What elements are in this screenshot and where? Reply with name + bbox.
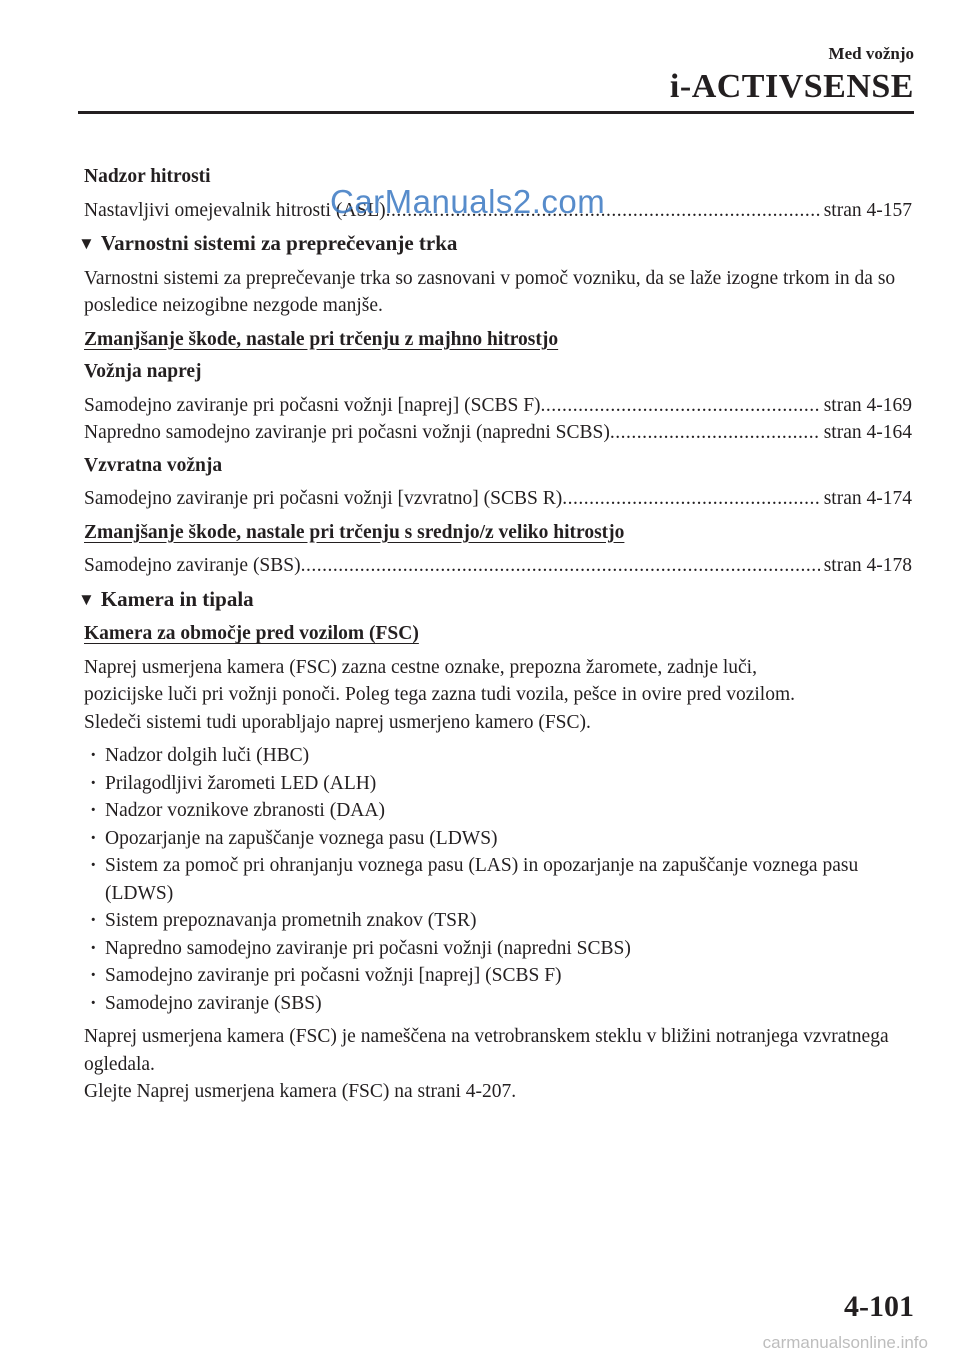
low-speed-heading: Zmanjšanje škode, nastale pri trčenju z majhno hitrostjo [84,328,559,350]
list-item: · Nadzor voznikove zbranosti (DAA) [84,797,912,825]
section-title: Med vožnjo [828,44,914,63]
speed-control-heading: Nadzor hitrosti [84,166,211,187]
fsc-systems-list [84,742,912,1017]
watermark-logo: CarManuals2.com [330,183,606,220]
leader-dots [301,552,820,580]
heading-text: Kamera in tipala [100,586,254,611]
fsc-heading: Kamera za območje pred vozilom (FSC) [84,623,419,644]
fsc-line: pozicijske luči pri vožnji ponoči. Poleg tega zazna tudi vozila, pešce in ovire pred vozilom. [84,684,795,705]
reference-text: Samodejno zaviranje pri počasni vožnji [naprej] (SCBS F) [84,394,541,416]
advanced-scbs-reference[interactable] [84,419,912,447]
leader-dots [562,485,820,513]
triangle-down-icon: ▼ [78,234,95,253]
list-item: · Prilagodljivi žarometi LED (ALH) [84,770,912,798]
fsc-paragraph [84,654,912,737]
leader-dots [541,392,820,420]
list-item: · Sistem za pomoč pri ohranjanju voznega pasu (LAS) in opozarjanje na zapuščanje voznega pasu (LDWS) [84,852,912,907]
list-item: · Napredno samodejno zaviranje pri počasni vožnji (napredni SCBS) [84,935,912,963]
camera-sensors-heading [78,586,912,615]
list-item: · Samodejno zaviranje (SBS) [84,990,912,1018]
page-header [670,44,914,106]
reference-page: stran 4-174 [823,488,912,509]
page-content [78,158,912,1106]
reference-page: stran 4-157 [823,199,912,221]
footer-site-mark: carmanualsonline.info [762,1333,928,1352]
page-number: 4-101 [844,1290,914,1323]
list-item: · Nadzor dolgih luči (HBC) [84,742,912,770]
leader-dots [610,419,820,447]
reference-text: Nastavljivi omejevalnik hitrosti (ASL) [84,199,386,221]
reference-text: Samodejno zaviranje (SBS) [84,555,301,576]
reference-page: stran 4-169 [823,394,912,416]
mid-speed-heading: Zmanjšanje škode, nastale pri trčenju s srednjo/z veliko hitrostjo [84,521,625,543]
reference-page: stran 4-164 [823,422,912,443]
see-reference[interactable]: Glejte Naprej usmerjena kamera (FSC) na strani 4-207. [84,1081,517,1102]
collision-paragraph: Varnostni sistemi za preprečevanje trka so zasnovani v pomoč vozniku, da se laže izogne trkom in da so posledice neizogibne nezgode manjše. [84,267,896,316]
reference-text: Napredno samodejno zaviranje pri počasni vožnji (napredni SCBS) [84,422,610,443]
collision-systems-heading [78,230,912,259]
triangle-down-icon: ▼ [78,589,95,609]
chapter-title: i-ACTIVSENSE [669,68,914,105]
reference-text: Samodejno zaviranje pri počasni vožnji [vzvratno] (SCBS R) [84,488,563,509]
heading-text: Varnostni sistemi za preprečevanje trka [100,231,458,255]
mounting-paragraph: Naprej usmerjena kamera (FSC) je nameščena na vetrobranskem steklu v bližini notranjega vzvratnega ogledala. [84,1026,889,1075]
fsc-line: Sledeči sistemi tudi uporabljajo naprej usmerjeno kamero (FSC). [84,711,591,733]
reference-page: stran 4-178 [823,555,912,576]
scbs-f-reference[interactable] [84,392,912,420]
header-divider [78,111,914,114]
fsc-line: Naprej usmerjena kamera (FSC) zazna cestne oznake, prepozna žaromete, zadnje luči, [84,656,757,678]
list-item: · Samodejno zaviranje pri počasni vožnji [naprej] (SCBS F) [84,962,912,990]
list-item: · Sistem prepoznavanja prometnih znakov (TSR) [84,907,912,935]
scbs-r-reference[interactable] [84,485,912,513]
list-item: · Opozarjanje na zapuščanje voznega pasu (LDWS) [84,825,912,853]
reverse-heading: Vzvratna vožnja [84,454,223,476]
sbs-reference[interactable] [84,552,912,580]
forward-heading: Vožnja naprej [84,361,202,382]
